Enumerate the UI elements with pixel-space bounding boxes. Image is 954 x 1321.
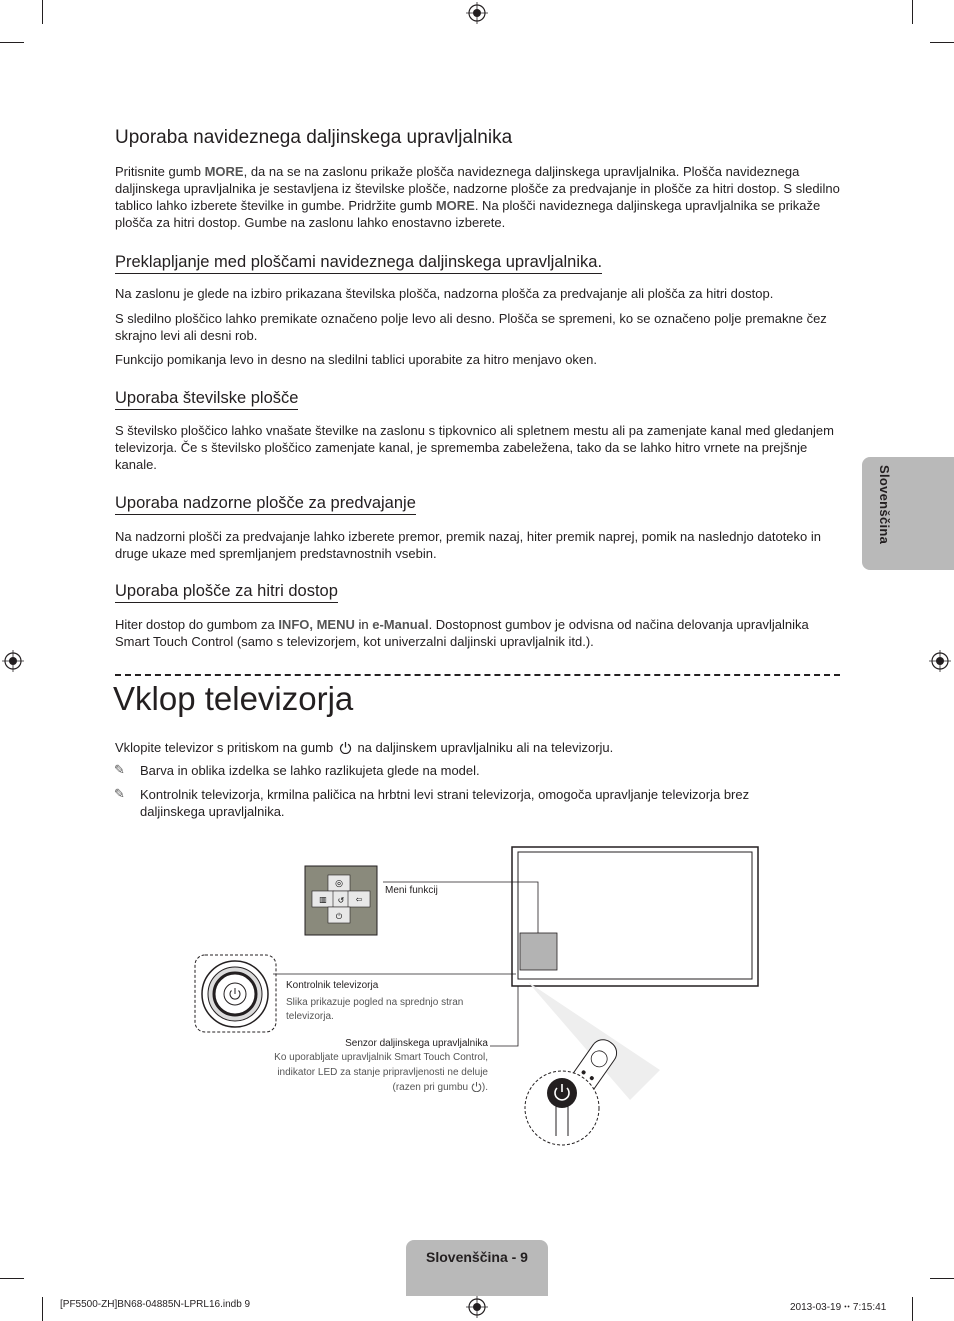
crop-mark [0, 42, 24, 43]
registration-mark-icon [929, 650, 951, 672]
registration-mark-icon [466, 1296, 488, 1318]
note-icon: ✎ [114, 786, 125, 801]
quick-access-paragraph: Hiter dostop do gumbom za INFO, MENU in e-Manual. Dostopnost gumbov je odvisna od načina delovanja upravljalnika Smart Touch Control (samo s televizorjem, kot univerzalni daljinski upravljalnik itd.). [115, 617, 809, 649]
switching-paragraph-1: Na zaslonu je glede na izbiro prikazana številska plošča, nadzorna plošča za predvajanje ali plošča za hitri dostop. [115, 286, 774, 301]
note-1: Barva in oblika izdelka se lahko razlikujeta glede na model. [140, 763, 480, 778]
tv-controller-icon [195, 955, 276, 1032]
page-number-tab [406, 1240, 548, 1296]
switching-paragraph-3: Funkcijo pomikanja levo in desno na sledilni tablici uporabite za hitro menjavo oken. [115, 352, 597, 367]
registration-mark-icon [466, 2, 488, 24]
crop-mark [930, 1278, 954, 1279]
note-icon: ✎ [114, 762, 125, 777]
svg-text:↺: ↺ [337, 896, 345, 905]
crop-mark [42, 1297, 43, 1321]
page-title: Vklop televizorja [113, 680, 354, 717]
crop-mark [0, 1278, 24, 1279]
menu-screen-area [520, 933, 557, 970]
controller-description: Slika prikazuje pogled na sprednjo stran televizorja. [286, 997, 464, 1022]
intro-paragraph: Pritisnite gumb MORE, da na se na zaslonu prikaže plošča navideznega daljinskega upravljalnika. Plošča navideznega daljinskega upravljalnika je sestavljena iz številske plošče, nadzorne plošče za predvajanje in plošče za hitri dostop. S sledilno tablico lahko izberete številke in gumbe. Pridržite gumb MORE. Na plošči navideznega daljinskega upravljalnika se prikaže plošča za hitri dostop. Gumbe na zaslonu lahko enostavno izberete. [115, 164, 840, 230]
function-menu-panel [305, 866, 377, 935]
crop-mark [42, 0, 43, 24]
registration-mark-icon [2, 650, 24, 672]
crop-mark [930, 42, 954, 43]
tv-diagram [190, 840, 770, 1150]
switching-paragraph-2: S sledilno ploščico lahko premikate označeno polje levo ali desno. Plošča se spremeni, ko se označeno polje premakne čez skrajno levi ali desni rob. [115, 311, 827, 343]
power-icon [471, 1081, 482, 1092]
numeric-heading: Uporaba številske plošče [115, 389, 298, 410]
svg-text:⏻: ⏻ [335, 912, 343, 921]
crop-mark [912, 0, 913, 24]
playback-heading: Uporaba nadzorne plošče za predvajanje [115, 494, 416, 515]
language-side-tab [862, 457, 954, 570]
finger-press-power-icon [525, 1071, 599, 1145]
numeric-paragraph: S številsko ploščico lahko vnašate številke na zaslonu s tipkovnico ali spletnem mestu ali pa zamenjate kanal med gledanjem televizorja. Če s številsko ploščico zamenjate kanal, je sprememba zabeležena, tako da se lahko hitro vrnete na prejšnje kanale. [115, 423, 834, 472]
print-timestamp: 2013-03-19 ꞏꞏ 7:15:41 [790, 1302, 887, 1313]
section-divider [115, 674, 840, 676]
svg-text:◎: ◎ [335, 879, 343, 889]
sensor-description-1: Ko uporabljate upravljalnik Smart Touch Control, [274, 1052, 488, 1063]
sensor-description-2: indikator LED za stanje pripravljenosti ne deluje [277, 1067, 488, 1078]
power-icon [339, 741, 352, 754]
section-heading: Uporaba navideznega daljinskega upravljalnika [115, 127, 513, 148]
page-number: Slovenščina - 9 [426, 1249, 528, 1265]
note-2: Kontrolnik televizorja, krmilna paličica na hrbtni levi strani televizorja, omogoča upravljanje televizorja brez daljinskega upravljalnika. [140, 787, 750, 819]
controller-label: Kontrolnik televizorja [286, 980, 379, 991]
playback-paragraph: Na nadzorni plošči za predvajanje lahko izberete premor, premik nazaj, hiter premik naprej, pomik na naslednjo datoteko in druge ukaze med spremljanjem predstavnostnih vsebin. [115, 529, 821, 561]
power-paragraph: Vklopite televizor s pritiskom na gumb na daljinskem upravljalniku ali na televizorju. [115, 740, 614, 755]
svg-text:▥: ▥ [319, 895, 327, 904]
file-info: [PF5500-ZH]BN68-04885N-LPRL16.indb 9 [60, 1299, 251, 1310]
switching-heading: Preklapljanje med ploščami navideznega daljinskega upravljalnika. [115, 253, 602, 274]
svg-text:⇦: ⇦ [355, 895, 363, 904]
menu-label: Meni funkcij [385, 885, 438, 896]
language-label: Slovenščina [877, 465, 892, 545]
sensor-label: Senzor daljinskega upravljalnika [345, 1038, 488, 1049]
quick-access-heading: Uporaba plošče za hitri dostop [115, 582, 338, 603]
crop-mark [912, 1297, 913, 1321]
sensor-description-3: (razen pri gumbu ). [392, 1082, 488, 1093]
